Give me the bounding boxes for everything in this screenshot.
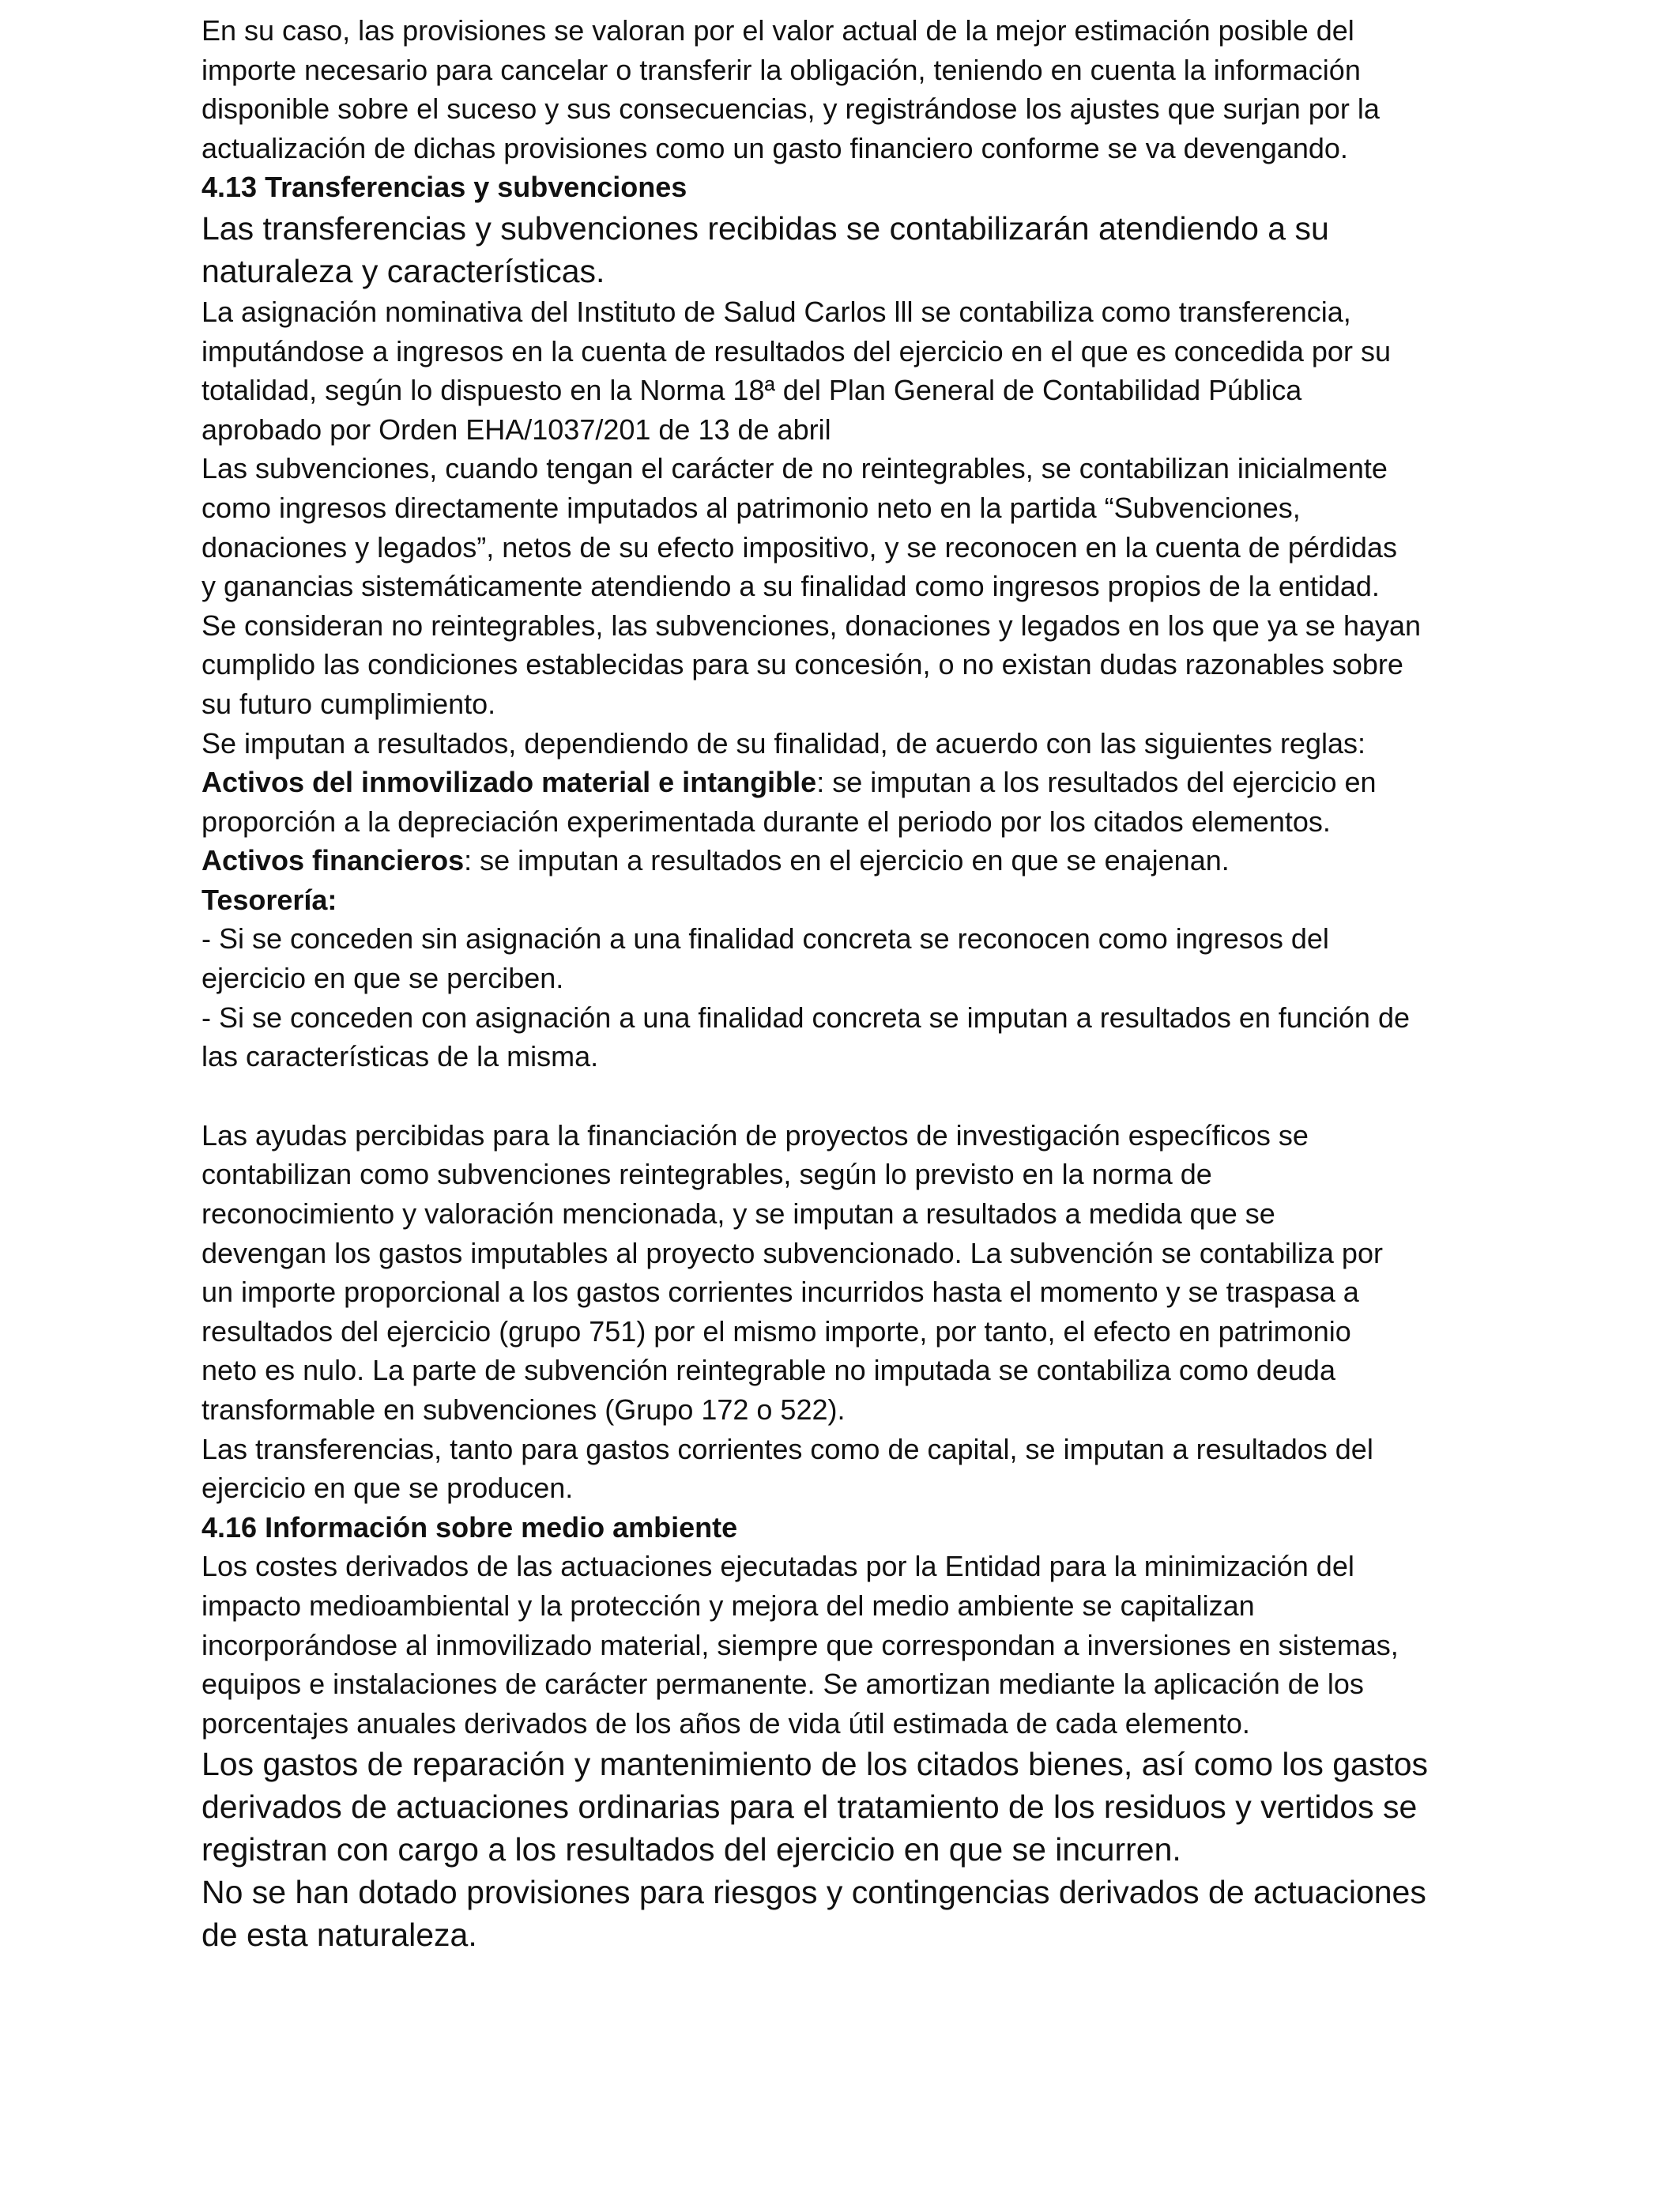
paragraph-reglas-imputacion: Se imputan a resultados, dependiendo de su finalidad, de acuerdo con las siguientes reglas: bbox=[202, 726, 1365, 760]
text-activos-financieros: : se imputan a resultados en el ejercicio en que se enajenan. bbox=[464, 844, 1230, 877]
document-page bbox=[202, 11, 1482, 1956]
paragraph-provisiones-riesgos: No se han dotado provisiones para riesgos y contingencias derivados de actuaciones de esta naturaleza. bbox=[202, 1874, 1426, 1954]
list-item-sin-asignacion: - Si se conceden sin asignación a una finalidad concreta se reconocen como ingresos del ejercicio en que se perciben. bbox=[202, 922, 1329, 995]
paragraph-transferencias-intro: Las transferencias y subvenciones recibidas se contabilizarán atendiendo a su naturaleza y características. bbox=[202, 209, 1329, 289]
paragraph-activos-inmovilizado bbox=[202, 763, 1482, 841]
paragraph-asignacion-nominativa: La asignación nominativa del Instituto de Salud Carlos lll se contabiliza como transferencia, imputándose a ingresos en la cuenta de resultados del ejercicio en el que es concedida por su totalidad, según lo dispuesto en la Norma 18ª del Plan General de Contabilidad Pública aprobado por Orden EHA/1037/201 de 13 de abril bbox=[202, 295, 1391, 446]
heading-4-13: 4.13 Transferencias y subvenciones bbox=[202, 171, 687, 204]
label-tesoreria: Tesorería: bbox=[202, 883, 337, 916]
paragraph-no-reintegrables-definicion: Se consideran no reintegrables, las subvenciones, donaciones y legados en los que ya se hayan cumplido las condiciones establecidas para su concesión, o no existan dudas razonables sobre su futuro cumplimiento. bbox=[202, 609, 1422, 720]
paragraph-subvenciones-no-reintegrables: Las subvenciones, cuando tengan el carácter de no reintegrables, se contabilizan inicialmente como ingresos directamente imputados al patrimonio neto en la partida “Subvenciones, donaciones y legados”, netos de su efecto impositivo, y se reconocen en la cuenta de pérdidas y ganancias sistemáticamente atendiendo a su finalidad como ingresos propios de la entidad. bbox=[202, 452, 1397, 603]
label-activos-inmovilizado: Activos del inmovilizado material e intangible bbox=[202, 766, 817, 799]
paragraph-activos-financieros bbox=[202, 841, 1482, 880]
paragraph-ayudas-investigacion: Las ayudas percibidas para la financiación de proyectos de investigación específicos se contabilizan como subvenciones reintegrables, según lo previsto en la norma de reconocimiento y valoración mencionada, y se imputan a resultados a medida que se devengan los gastos imputables al proyecto subvencionado. La subvención se contabiliza por un importe proporcional a los gastos corrientes incurridos hasta el momento y se traspasa a resultados del ejercicio (grupo 751) por el mismo importe, por tanto, el efecto en patrimonio neto es nulo. La parte de subvención reintegrable no imputada se contabiliza como deuda transformable en subvenciones (Grupo 172 o 522). bbox=[202, 1118, 1383, 1426]
label-activos-financieros: Activos financieros bbox=[202, 844, 465, 877]
list-item-con-asignacion: - Si se conceden con asignación a una finalidad concreta se imputan a resultados en función de las características de la misma. bbox=[202, 1001, 1410, 1073]
paragraph-spacer bbox=[202, 1076, 1482, 1116]
paragraph-costes-medioambientales: Los costes derivados de las actuaciones ejecutadas por la Entidad para la minimización del impacto medioambiental y la protección y mejora del medio ambiente se capitalizan incorporándose al inmovilizado material, siempre que correspondan a inversiones en sistemas, equipos e instalaciones de carácter permanente. Se amortizan mediante la aplicación de los porcentajes anuales derivados de los años de vida útil estimada de cada elemento. bbox=[202, 1550, 1399, 1740]
paragraph-gastos-reparacion: Los gastos de reparación y mantenimiento de los citados bienes, así como los gastos derivados de actuaciones ordinarias para el tratamiento de los residuos y vertidos se registran con cargo a los resultados del ejercicio en que se incurren. bbox=[202, 1746, 1429, 1868]
paragraph-transferencias-gastos: Las transferencias, tanto para gastos corrientes como de capital, se imputan a resultados del ejercicio en que se producen. bbox=[202, 1432, 1373, 1505]
heading-4-16: 4.16 Información sobre medio ambiente bbox=[202, 1510, 738, 1544]
text-activos-inmovilizado: : se imputan a los resultados del ejercicio en proporción a la depreciación experimentada durante el periodo por los citados elementos. bbox=[202, 766, 1377, 838]
paragraph-provisiones: En su caso, las provisiones se valoran por el valor actual de la mejor estimación posible del importe necesario para cancelar o transferir la obligación, teniendo en cuenta la información disponible sobre el suceso y sus consecuencias, y registrándose los ajustes que surjan por la actualización de dichas provisiones como un gasto financiero conforme se va devengando. bbox=[202, 14, 1380, 164]
